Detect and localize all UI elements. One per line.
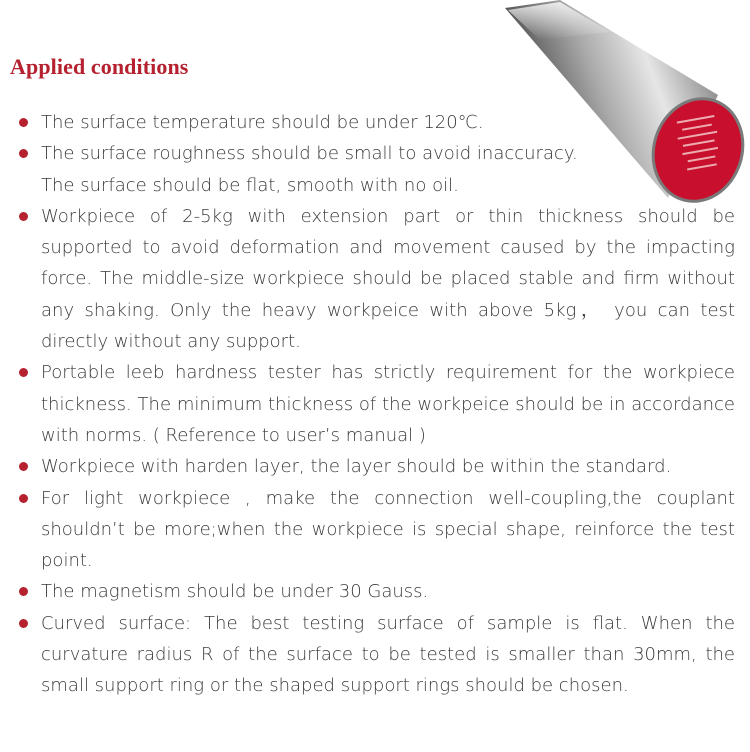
section-heading: Applied conditions	[10, 54, 189, 79]
list-item	[0, 357, 735, 451]
bullet-icon	[19, 212, 28, 221]
list-item	[0, 201, 735, 357]
conditions-list	[0, 107, 735, 702]
item-text: The surface should be flat, smooth with no oil.	[41, 174, 459, 196]
bullet-icon	[19, 462, 28, 471]
bullet-icon	[19, 587, 28, 596]
list-item	[0, 107, 735, 138]
item-text: The magnetism should be under 30 Gauss.	[41, 581, 429, 603]
item-text: Portable leeb hardness tester has strictly requirement for the workpiece thickness. The minimum thickness of the workpeice should be in accordance with norms. ( Reference to user’s manual )	[41, 362, 735, 446]
item-text: For light workpiece , make the connection well-coupling,the couplant shouldn’t be more;when the workpiece is special shape, reinforce the test point.	[41, 487, 735, 572]
item-text: Workpiece of 2-5kg with extension part or thin thickness should be supported to avoid deformation and movement caused by the impacting force. The middle-size workpiece should be placed stable and firm without any shaking. Only the heavy workpeice with above 5kg， you can test directly without any support.	[41, 205, 735, 353]
list-item	[0, 138, 735, 201]
bullet-icon	[19, 494, 28, 503]
item-text: The surface temperature should be under 120℃.	[41, 112, 484, 133]
bullet-icon	[19, 149, 28, 158]
item-text: Curved surface: The best testing surface of sample is flat. When the curvature radius R of the surface to be tested is smaller than 30mm, the small support ring or the shaped support rings should be chosen.	[41, 612, 735, 697]
bullet-icon	[19, 368, 28, 377]
item-text: Workpiece with harden layer, the layer should be within the standard.	[41, 456, 672, 478]
list-item	[0, 483, 735, 577]
list-item	[0, 451, 735, 482]
list-item	[0, 576, 735, 607]
bullet-icon	[19, 619, 28, 628]
bullet-icon	[19, 118, 28, 127]
item-text: The surface roughness should be small to avoid inaccuracy.	[41, 143, 578, 165]
list-item	[0, 608, 735, 702]
